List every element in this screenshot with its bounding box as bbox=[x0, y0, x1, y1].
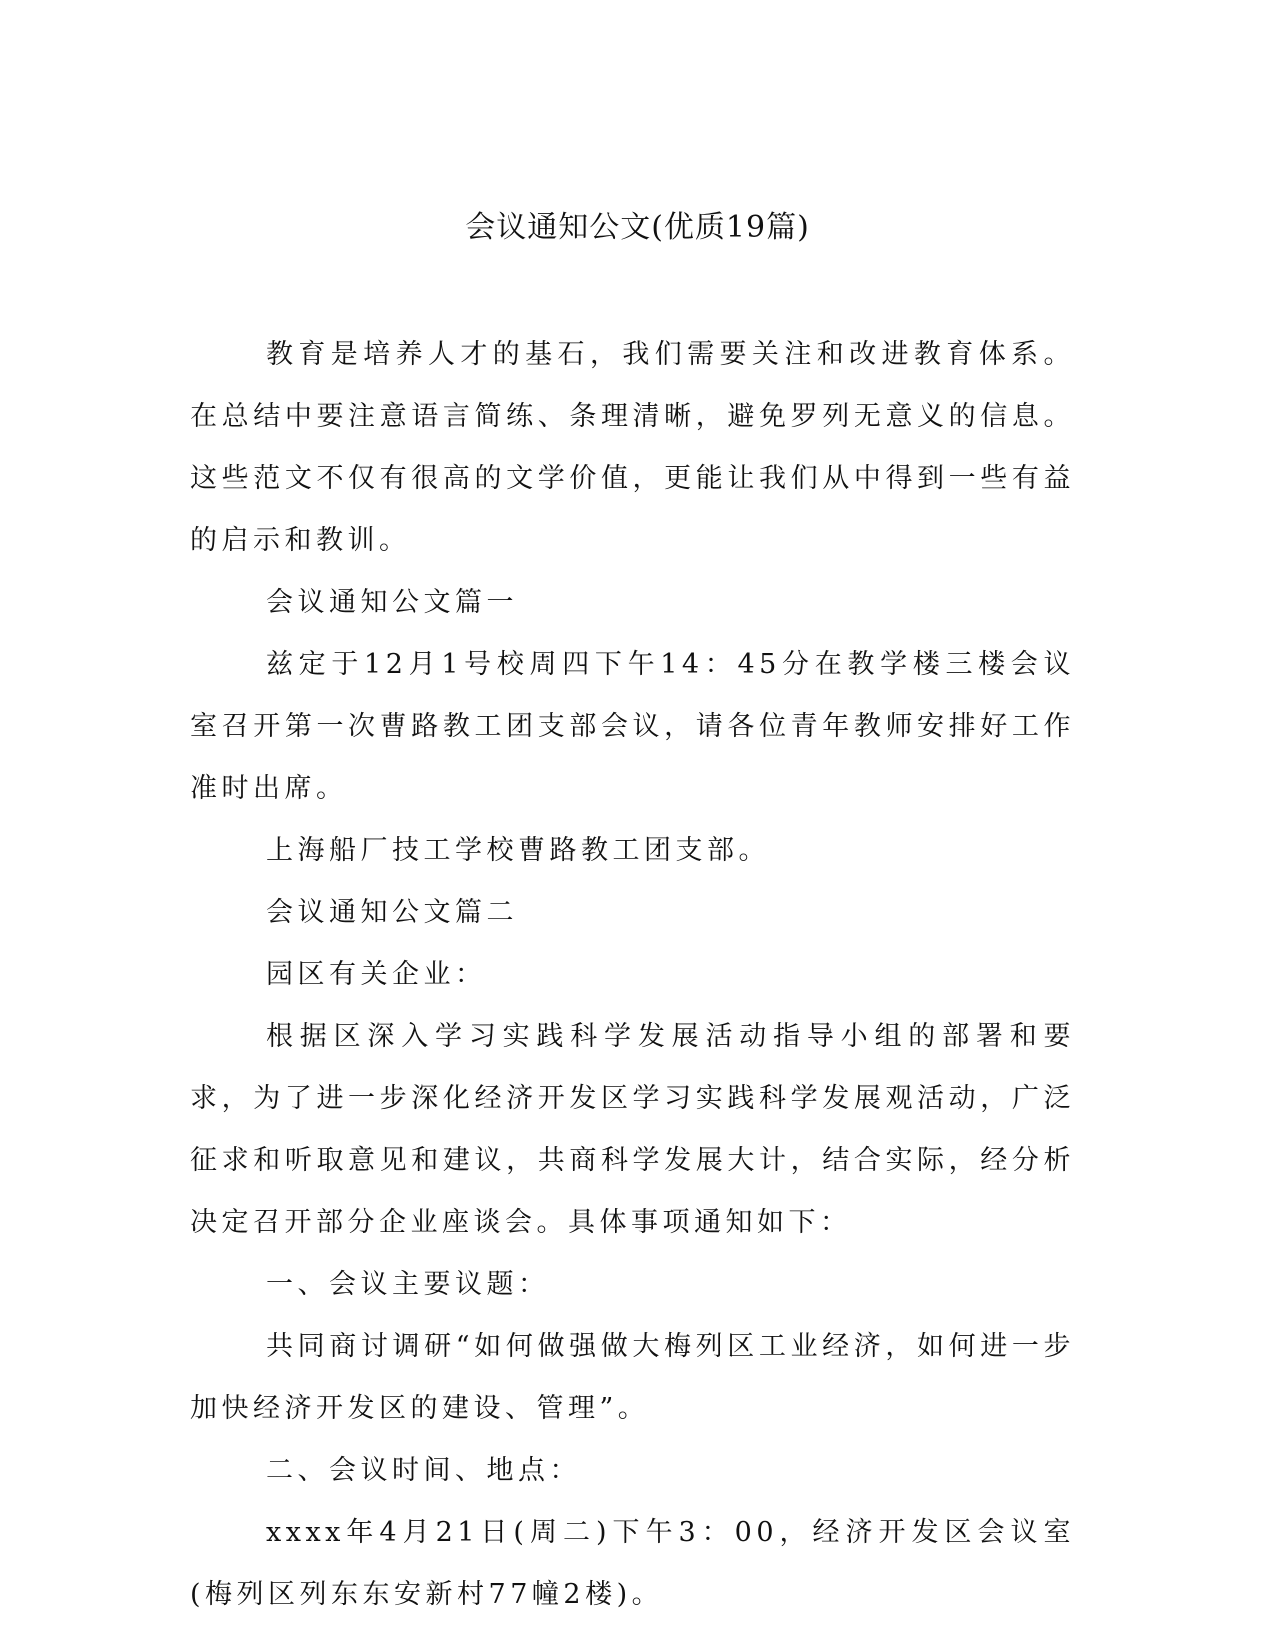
section-heading-2: 会议通知公文篇二 bbox=[266, 897, 518, 928]
signature-line-1: 上海船厂技工学校曹路教工团支部。 bbox=[266, 835, 770, 866]
item-heading-1: 一、会议主要议题： bbox=[266, 1269, 550, 1300]
notice-paragraph-2: 根据区深入学习实践科学发展活动指导小组的部署和要求，为了进一步深化经济开发区学习实践科学发展观活动，广泛征求和听取意见和建议，共商科学发展大计，结合实际，经分析决定召开部分企业座谈会。具体事项通知如下： bbox=[190, 1021, 1075, 1238]
item-heading-2: 二、会议时间、地点： bbox=[266, 1455, 581, 1486]
item-content-1: 共同商讨调研“如何做强做大梅列区工业经济，如何进一步加快经济开发区的建设、管理”。 bbox=[190, 1331, 1075, 1424]
intro-paragraph: 教育是培养人才的基石，我们需要关注和改进教育体系。在总结中要注意语言简练、条理清晰，避免罗列无意义的信息。这些范文不仅有很高的文学价值，更能让我们从中得到一些有益的启示和教训。 bbox=[190, 339, 1075, 556]
salutation: 园区有关企业： bbox=[266, 959, 487, 990]
document-body bbox=[190, 324, 1075, 1626]
section-heading-1: 会议通知公文篇一 bbox=[266, 587, 518, 618]
item-content-2: xxxx年4月21日(周二)下午3：00，经济开发区会议室(梅列区列东东安新村77幢2楼)。 bbox=[190, 1517, 1075, 1610]
document-title: 会议通知公文(优质19篇) bbox=[465, 210, 810, 245]
notice-paragraph-1: 兹定于12月1号校周四下午14：45分在教学楼三楼会议室召开第一次曹路教工团支部会议，请各位青年教师安排好工作准时出席。 bbox=[190, 649, 1075, 804]
